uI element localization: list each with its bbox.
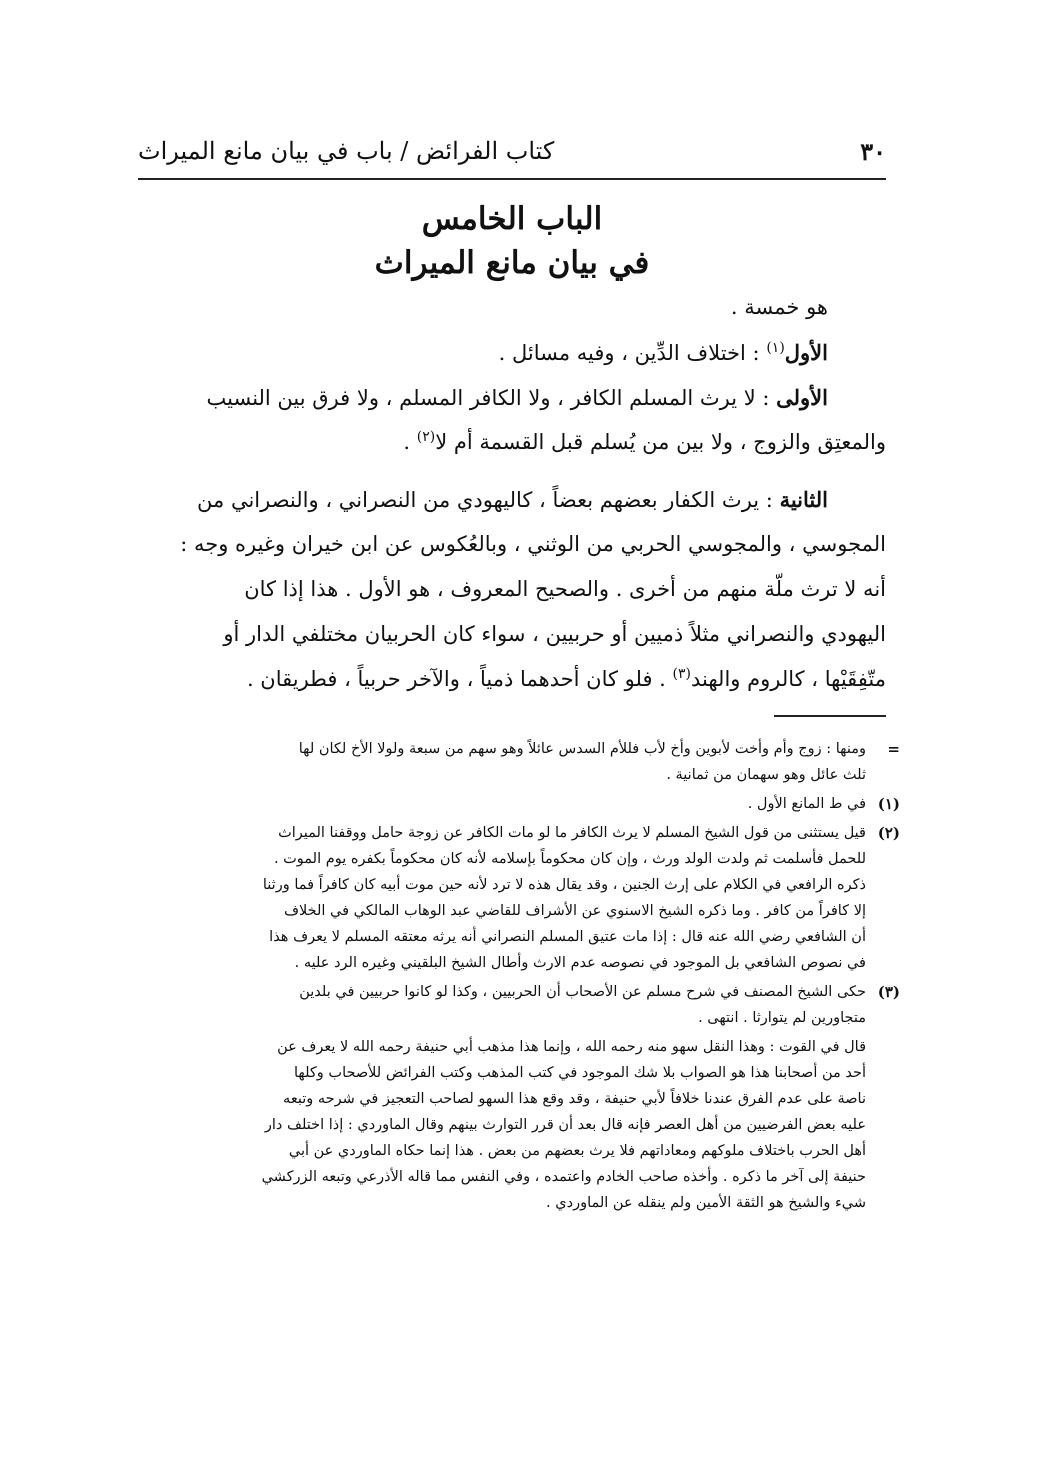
issue-two-line-5 [138,657,886,702]
footnote-line: أن الشافعي رضي الله عنه قال : إذا مات عتيق المسلم النصراني أنه يرثه معتقه المسلم لا يعرف هذا [269,929,866,945]
footnote-line: قال في القوت : وهذا النقل سهو منه رحمه الله ، وإنما هذا مذهب أبي حنيفة رحمه الله لا يعرف عن [277,1039,866,1055]
footnote-line: عليه بعض الفرضيين من أهل العصر فإنه قال بعد أن قرر التوارث بينهم وقال الماوردي : إذا اختلف دار [264,1117,866,1133]
issue-two-text-4: اليهودي والنصراني مثلاً ذميين أو حربيين ، سواء كان الحربيان مختلفي الدار أو [223,622,886,646]
footnote-3 [138,979,900,1031]
running-header [138,132,886,172]
footnote-3-continued [138,1034,900,1216]
footnote-line: في نصوص الشافعي بل الموجود في نصوصه عدم الارث وأطال الشيخ البلقيني وغيره الرد عليه . [294,955,866,971]
footnote-ref-3: (٣) [672,666,691,682]
issue-two-line-1 [138,477,886,522]
issue-one-text-2-end: . [403,430,417,454]
issue-one-line-1 [138,375,886,420]
footnote-continuation [138,736,900,788]
chapter-title-line-1: الباب الخامس [421,201,603,237]
main-text [138,285,886,702]
footnote-1 [138,791,900,817]
issue-two-line-3 [138,567,886,612]
footnote-1-marker: (١) [877,795,900,813]
footnote-line: ثلث عائل وهو سهمان من ثمانية . [666,767,866,783]
issue-one-text-2: والمعتِق والزوج ، ولا بين من يُسلم قبل القسمة أم لا [435,430,886,454]
issue-two-text-5: متّفِقَيْها ، كالروم والهند [691,667,886,691]
footnote-line: شيء والشيخ هو الثقة الأمين ولم ينقله عن الماوردي . [546,1195,866,1211]
footnote-divider [774,715,886,717]
first-cause-text: : اختلاف الدِّين ، وفيه مسائل . [498,341,760,365]
issue-two-text-1: : يرث الكفار بعضهم بعضاً ، كاليهودي من النصراني ، والنصراني من [197,488,773,512]
footnote-line: أهل الحرب باختلاف ملوكهم ومعاداتهم فلا يرث بعضهم من بعض . هذا إنما حكاه الماوردي عن أبي [288,1143,866,1159]
footnote-line: في ط المانع الأول . [747,796,866,812]
footnote-line: إلا كافراً من كافر . وما ذكره الشيخ الاسنوي عن الأشراف للقاضي عبد الوهاب المالكي في الخلاف [283,903,866,919]
footnote-2-marker: (٢) [877,824,900,842]
footnote-ref-2: (٢) [416,429,436,445]
header-divider [138,178,886,180]
footnote-line: ذكره الرافعي في الكلام على إرث الجنين ، وقد يقال هذه لا ترد لأنه حين موت أبيه كان كافراً فما ورثنا [262,877,866,893]
footnote-continuation-marker: = [887,740,900,758]
intro-line [138,285,886,330]
footnote-ref-1: (١) [766,340,785,356]
footnote-line: حنيفة إلى آخر ما ذكره . وأخذه صاحب الخادم واعتمده ، وفي النفس مما قاله الأذرعي وتبعه الزركشي [261,1169,866,1185]
issue-two-text-5-end: . فلو كان أحدهما ذمياً ، والآخر حربياً ، فطريقان . [246,667,673,691]
footnote-line: ومنها : زوج وأم وأخت لأبوين وأخ لأب فللأم السدس عائلاً وهو سهم من سبعة ولولا الأخ لكان لها [298,741,866,757]
chapter-title-line-2: في بيان مانع الميراث [374,245,650,281]
footnote-line: ناصة على عدم الفرق عندنا خلافاً لأبي حنيفة ، وقد وقع هذا السهو لصاحب التعجيز في شرحه وتبعه [283,1091,866,1107]
issue-two-label: الثانية [779,487,828,512]
intro-text: هو خمسة . [730,295,828,319]
footnote-3-marker: (٣) [877,983,900,1001]
chapter-title [138,197,886,285]
running-title: كتاب الفرائض / باب في بيان مانع الميراث [138,137,555,165]
footnote-line: أحد من أصحابنا هذا هو الصواب بلا شك الموجود في كتب المذهب وكتب الفرائض للأصحاب وكلها [294,1065,866,1081]
first-cause-label: الأول [784,340,828,365]
footnote-line: للحمل فأسلمت ثم ولدت الولد ورث ، وإن كان محكوماً بإسلامه لأنه كان محكوماً بكفره يوم الموت . [273,851,866,867]
page-number: ٣٠ [860,137,886,166]
issue-two-line-2 [138,522,886,567]
footnote-line: قيل يستثنى من قول الشيخ المسلم لا يرث الكافر ما لو مات الكافر عن زوجة حامل ووقفنا الميراث [278,825,866,841]
issue-two-line-4 [138,612,886,657]
issue-two-text-3: أنه لا ترث ملّة منهم من أخرى . والصحيح المعروف ، هو الأول . هذا إذا كان [244,577,886,601]
issue-two-text-2: المجوسي ، والمجوسي الحربي من الوثني ، وبالعُكوس عن ابن خيران وغيره وجه : [180,532,886,556]
first-cause-line [138,330,886,375]
issue-one-text-1: : لا يرث المسلم الكافر ، ولا الكافر المسلم ، ولا فرق بين النسيب [206,386,770,410]
footnote-line: حكى الشيخ المصنف في شرح مسلم عن الأصحاب أن الحربيين ، وكذا لو كانوا حربيين في بلدين [299,984,866,1000]
footnotes [138,736,900,1219]
issue-one-line-2 [138,420,886,465]
footnote-2 [138,820,900,976]
issue-one-label: الأولى [776,385,828,410]
footnote-line: متجاورين لم يتوارثا . انتهى . [698,1010,866,1026]
